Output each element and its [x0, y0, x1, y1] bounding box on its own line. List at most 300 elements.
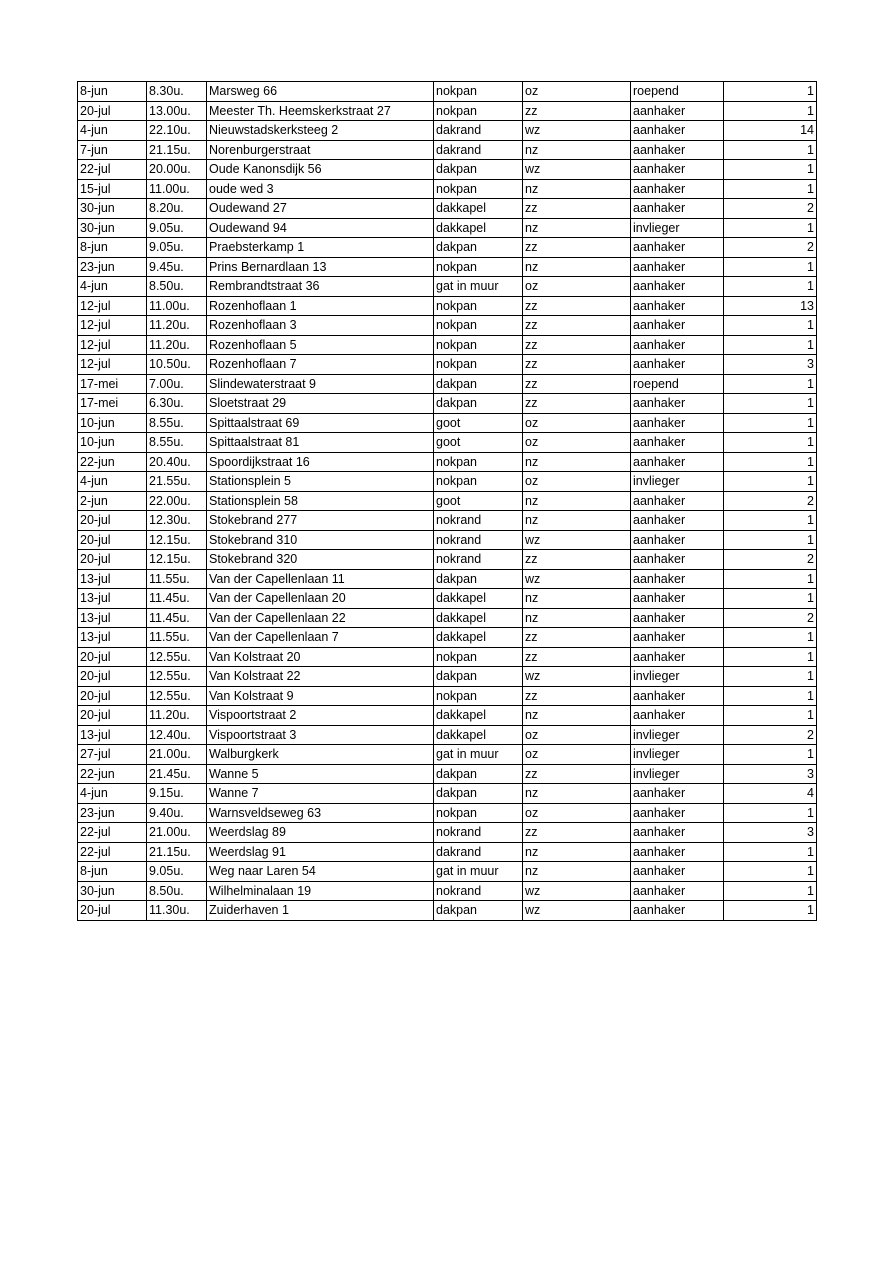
time-cell: 12.55u.	[147, 647, 207, 667]
direction-cell: oz	[523, 725, 631, 745]
behavior-cell: aanhaker	[631, 160, 724, 180]
table-row	[78, 335, 817, 355]
date-cell: 13-jul	[78, 589, 147, 609]
direction-cell: nz	[523, 842, 631, 862]
date-cell: 13-jul	[78, 569, 147, 589]
behavior-cell: aanhaker	[631, 257, 724, 277]
date-cell: 20-jul	[78, 647, 147, 667]
count-cell: 1	[724, 335, 817, 355]
direction-cell: zz	[523, 628, 631, 648]
behavior-cell: invlieger	[631, 764, 724, 784]
table-row	[78, 589, 817, 609]
table-row	[78, 764, 817, 784]
location-type-cell: nokpan	[434, 257, 523, 277]
date-cell: 12-jul	[78, 316, 147, 336]
table-row	[78, 277, 817, 297]
location-type-cell: nokrand	[434, 823, 523, 843]
direction-cell: nz	[523, 784, 631, 804]
time-cell: 12.55u.	[147, 667, 207, 687]
date-cell: 8-jun	[78, 238, 147, 258]
count-cell: 1	[724, 686, 817, 706]
address-cell: Van Kolstraat 9	[207, 686, 434, 706]
address-cell: Rembrandtstraat 36	[207, 277, 434, 297]
location-type-cell: dakpan	[434, 764, 523, 784]
address-cell: Slindewaterstraat 9	[207, 374, 434, 394]
count-cell: 1	[724, 511, 817, 531]
direction-cell: nz	[523, 511, 631, 531]
date-cell: 13-jul	[78, 725, 147, 745]
table-row	[78, 355, 817, 375]
table-row	[78, 569, 817, 589]
location-type-cell: nokpan	[434, 355, 523, 375]
date-cell: 17-mei	[78, 374, 147, 394]
time-cell: 7.00u.	[147, 374, 207, 394]
count-cell: 1	[724, 218, 817, 238]
count-cell: 3	[724, 355, 817, 375]
direction-cell: zz	[523, 316, 631, 336]
table-row	[78, 862, 817, 882]
address-cell: Spoordijkstraat 16	[207, 452, 434, 472]
address-cell: Weerdslag 91	[207, 842, 434, 862]
behavior-cell: aanhaker	[631, 238, 724, 258]
direction-cell: oz	[523, 277, 631, 297]
behavior-cell: aanhaker	[631, 589, 724, 609]
time-cell: 21.00u.	[147, 745, 207, 765]
behavior-cell: aanhaker	[631, 491, 724, 511]
behavior-cell: aanhaker	[631, 823, 724, 843]
time-cell: 10.50u.	[147, 355, 207, 375]
count-cell: 1	[724, 374, 817, 394]
count-cell: 1	[724, 82, 817, 102]
count-cell: 3	[724, 823, 817, 843]
count-cell: 4	[724, 784, 817, 804]
location-type-cell: nokpan	[434, 101, 523, 121]
date-cell: 15-jul	[78, 179, 147, 199]
time-cell: 8.20u.	[147, 199, 207, 219]
table-row	[78, 803, 817, 823]
direction-cell: oz	[523, 803, 631, 823]
date-cell: 20-jul	[78, 901, 147, 921]
location-type-cell: nokpan	[434, 296, 523, 316]
direction-cell: nz	[523, 491, 631, 511]
count-cell: 1	[724, 530, 817, 550]
direction-cell: wz	[523, 667, 631, 687]
table-row	[78, 901, 817, 921]
direction-cell: zz	[523, 101, 631, 121]
address-cell: Oude Kanonsdijk 56	[207, 160, 434, 180]
table-row	[78, 433, 817, 453]
count-cell: 1	[724, 628, 817, 648]
date-cell: 22-jul	[78, 823, 147, 843]
location-type-cell: dakkapel	[434, 608, 523, 628]
table-row	[78, 82, 817, 102]
behavior-cell: aanhaker	[631, 121, 724, 141]
date-cell: 17-mei	[78, 394, 147, 414]
table-row	[78, 550, 817, 570]
location-type-cell: nokrand	[434, 511, 523, 531]
time-cell: 8.55u.	[147, 433, 207, 453]
count-cell: 13	[724, 296, 817, 316]
date-cell: 7-jun	[78, 140, 147, 160]
time-cell: 21.15u.	[147, 842, 207, 862]
direction-cell: zz	[523, 394, 631, 414]
location-type-cell: dakkapel	[434, 628, 523, 648]
behavior-cell: aanhaker	[631, 550, 724, 570]
time-cell: 12.55u.	[147, 686, 207, 706]
time-cell: 11.00u.	[147, 179, 207, 199]
count-cell: 1	[724, 101, 817, 121]
table-row	[78, 121, 817, 141]
direction-cell: nz	[523, 218, 631, 238]
location-type-cell: goot	[434, 433, 523, 453]
location-type-cell: gat in muur	[434, 745, 523, 765]
table-row	[78, 745, 817, 765]
location-type-cell: nokpan	[434, 335, 523, 355]
direction-cell: nz	[523, 706, 631, 726]
behavior-cell: aanhaker	[631, 316, 724, 336]
address-cell: Marsweg 66	[207, 82, 434, 102]
table-row	[78, 160, 817, 180]
time-cell: 11.55u.	[147, 628, 207, 648]
time-cell: 21.00u.	[147, 823, 207, 843]
table-row	[78, 491, 817, 511]
table-row	[78, 218, 817, 238]
count-cell: 1	[724, 706, 817, 726]
date-cell: 12-jul	[78, 296, 147, 316]
address-cell: Van Kolstraat 20	[207, 647, 434, 667]
direction-cell: zz	[523, 647, 631, 667]
date-cell: 20-jul	[78, 511, 147, 531]
table-row	[78, 881, 817, 901]
address-cell: Wanne 5	[207, 764, 434, 784]
location-type-cell: nokpan	[434, 647, 523, 667]
date-cell: 30-jun	[78, 881, 147, 901]
address-cell: Zuiderhaven 1	[207, 901, 434, 921]
behavior-cell: aanhaker	[631, 530, 724, 550]
date-cell: 4-jun	[78, 472, 147, 492]
location-type-cell: dakkapel	[434, 706, 523, 726]
direction-cell: wz	[523, 901, 631, 921]
location-type-cell: dakpan	[434, 160, 523, 180]
table-row	[78, 374, 817, 394]
table-row	[78, 784, 817, 804]
time-cell: 11.55u.	[147, 569, 207, 589]
count-cell: 1	[724, 745, 817, 765]
location-type-cell: dakpan	[434, 374, 523, 394]
count-cell: 1	[724, 803, 817, 823]
date-cell: 4-jun	[78, 277, 147, 297]
direction-cell: nz	[523, 862, 631, 882]
direction-cell: nz	[523, 452, 631, 472]
address-cell: Rozenhoflaan 7	[207, 355, 434, 375]
location-type-cell: goot	[434, 413, 523, 433]
time-cell: 21.45u.	[147, 764, 207, 784]
behavior-cell: aanhaker	[631, 277, 724, 297]
date-cell: 2-jun	[78, 491, 147, 511]
behavior-cell: aanhaker	[631, 862, 724, 882]
address-cell: Walburgkerk	[207, 745, 434, 765]
count-cell: 1	[724, 881, 817, 901]
table-row	[78, 628, 817, 648]
table-row	[78, 472, 817, 492]
table-row	[78, 394, 817, 414]
location-type-cell: gat in muur	[434, 862, 523, 882]
count-cell: 2	[724, 238, 817, 258]
location-type-cell: dakrand	[434, 121, 523, 141]
address-cell: Rozenhoflaan 3	[207, 316, 434, 336]
address-cell: Vispoortstraat 3	[207, 725, 434, 745]
date-cell: 10-jun	[78, 413, 147, 433]
address-cell: Vispoortstraat 2	[207, 706, 434, 726]
location-type-cell: dakpan	[434, 394, 523, 414]
time-cell: 6.30u.	[147, 394, 207, 414]
location-type-cell: dakpan	[434, 238, 523, 258]
behavior-cell: aanhaker	[631, 647, 724, 667]
date-cell: 30-jun	[78, 218, 147, 238]
time-cell: 8.50u.	[147, 881, 207, 901]
table-row	[78, 296, 817, 316]
location-type-cell: dakkapel	[434, 589, 523, 609]
direction-cell: oz	[523, 472, 631, 492]
direction-cell: zz	[523, 335, 631, 355]
date-cell: 12-jul	[78, 355, 147, 375]
address-cell: Spittaalstraat 69	[207, 413, 434, 433]
date-cell: 8-jun	[78, 862, 147, 882]
date-cell: 23-jun	[78, 803, 147, 823]
count-cell: 1	[724, 277, 817, 297]
table-row	[78, 706, 817, 726]
time-cell: 12.40u.	[147, 725, 207, 745]
address-cell: Sloetstraat 29	[207, 394, 434, 414]
count-cell: 1	[724, 452, 817, 472]
address-cell: Rozenhoflaan 5	[207, 335, 434, 355]
direction-cell: nz	[523, 140, 631, 160]
table-row	[78, 530, 817, 550]
address-cell: Oudewand 94	[207, 218, 434, 238]
behavior-cell: aanhaker	[631, 608, 724, 628]
location-type-cell: nokpan	[434, 179, 523, 199]
table-row	[78, 725, 817, 745]
time-cell: 9.40u.	[147, 803, 207, 823]
time-cell: 9.15u.	[147, 784, 207, 804]
date-cell: 22-jul	[78, 160, 147, 180]
behavior-cell: aanhaker	[631, 140, 724, 160]
date-cell: 20-jul	[78, 101, 147, 121]
address-cell: Van der Capellenlaan 7	[207, 628, 434, 648]
date-cell: 27-jul	[78, 745, 147, 765]
count-cell: 1	[724, 901, 817, 921]
table-row	[78, 686, 817, 706]
direction-cell: wz	[523, 569, 631, 589]
count-cell: 1	[724, 394, 817, 414]
behavior-cell: aanhaker	[631, 511, 724, 531]
direction-cell: zz	[523, 199, 631, 219]
time-cell: 9.45u.	[147, 257, 207, 277]
address-cell: Weerdslag 89	[207, 823, 434, 843]
address-cell: Van der Capellenlaan 20	[207, 589, 434, 609]
count-cell: 1	[724, 589, 817, 609]
table-row	[78, 647, 817, 667]
time-cell: 22.10u.	[147, 121, 207, 141]
table-row	[78, 452, 817, 472]
behavior-cell: aanhaker	[631, 199, 724, 219]
table-row	[78, 199, 817, 219]
behavior-cell: aanhaker	[631, 296, 724, 316]
address-cell: Stokebrand 310	[207, 530, 434, 550]
direction-cell: oz	[523, 82, 631, 102]
address-cell: Van der Capellenlaan 11	[207, 569, 434, 589]
time-cell: 9.05u.	[147, 238, 207, 258]
time-cell: 8.55u.	[147, 413, 207, 433]
date-cell: 22-jul	[78, 842, 147, 862]
direction-cell: oz	[523, 745, 631, 765]
count-cell: 1	[724, 160, 817, 180]
direction-cell: zz	[523, 374, 631, 394]
location-type-cell: dakkapel	[434, 725, 523, 745]
direction-cell: zz	[523, 686, 631, 706]
direction-cell: zz	[523, 550, 631, 570]
location-type-cell: nokpan	[434, 452, 523, 472]
behavior-cell: aanhaker	[631, 784, 724, 804]
count-cell: 1	[724, 569, 817, 589]
address-cell: Stokebrand 277	[207, 511, 434, 531]
location-type-cell: nokpan	[434, 803, 523, 823]
behavior-cell: aanhaker	[631, 335, 724, 355]
behavior-cell: invlieger	[631, 667, 724, 687]
date-cell: 4-jun	[78, 784, 147, 804]
count-cell: 2	[724, 608, 817, 628]
table-row	[78, 101, 817, 121]
table-row	[78, 257, 817, 277]
address-cell: oude wed 3	[207, 179, 434, 199]
behavior-cell: aanhaker	[631, 179, 724, 199]
table-row	[78, 667, 817, 687]
table-row	[78, 608, 817, 628]
date-cell: 10-jun	[78, 433, 147, 453]
count-cell: 1	[724, 862, 817, 882]
count-cell: 1	[724, 316, 817, 336]
table-row	[78, 413, 817, 433]
behavior-cell: roepend	[631, 374, 724, 394]
direction-cell: nz	[523, 179, 631, 199]
count-cell: 2	[724, 491, 817, 511]
direction-cell: wz	[523, 881, 631, 901]
address-cell: Wilhelminalaan 19	[207, 881, 434, 901]
location-type-cell: dakkapel	[434, 218, 523, 238]
table-row	[78, 511, 817, 531]
time-cell: 11.20u.	[147, 335, 207, 355]
direction-cell: wz	[523, 121, 631, 141]
location-type-cell: nokpan	[434, 82, 523, 102]
location-type-cell: nokpan	[434, 316, 523, 336]
count-cell: 1	[724, 647, 817, 667]
location-type-cell: dakpan	[434, 569, 523, 589]
address-cell: Meester Th. Heemskerkstraat 27	[207, 101, 434, 121]
time-cell: 11.00u.	[147, 296, 207, 316]
time-cell: 11.45u.	[147, 608, 207, 628]
date-cell: 8-jun	[78, 82, 147, 102]
count-cell: 1	[724, 433, 817, 453]
address-cell: Prins Bernardlaan 13	[207, 257, 434, 277]
location-type-cell: dakpan	[434, 784, 523, 804]
date-cell: 23-jun	[78, 257, 147, 277]
direction-cell: wz	[523, 530, 631, 550]
address-cell: Oudewand 27	[207, 199, 434, 219]
location-type-cell: gat in muur	[434, 277, 523, 297]
time-cell: 11.30u.	[147, 901, 207, 921]
address-cell: Wanne 7	[207, 784, 434, 804]
date-cell: 20-jul	[78, 550, 147, 570]
location-type-cell: nokpan	[434, 472, 523, 492]
behavior-cell: invlieger	[631, 472, 724, 492]
count-cell: 14	[724, 121, 817, 141]
direction-cell: nz	[523, 257, 631, 277]
direction-cell: wz	[523, 160, 631, 180]
date-cell: 20-jul	[78, 530, 147, 550]
count-cell: 1	[724, 413, 817, 433]
count-cell: 3	[724, 764, 817, 784]
table-row	[78, 823, 817, 843]
direction-cell: oz	[523, 413, 631, 433]
table-row	[78, 842, 817, 862]
behavior-cell: aanhaker	[631, 842, 724, 862]
behavior-cell: aanhaker	[631, 433, 724, 453]
time-cell: 9.05u.	[147, 218, 207, 238]
location-type-cell: dakrand	[434, 842, 523, 862]
address-cell: Stationsplein 58	[207, 491, 434, 511]
direction-cell: zz	[523, 823, 631, 843]
time-cell: 8.30u.	[147, 82, 207, 102]
address-cell: Weg naar Laren 54	[207, 862, 434, 882]
count-cell: 1	[724, 179, 817, 199]
address-cell: Stationsplein 5	[207, 472, 434, 492]
count-cell: 1	[724, 842, 817, 862]
observations-table	[77, 81, 817, 921]
count-cell: 1	[724, 667, 817, 687]
address-cell: Rozenhoflaan 1	[207, 296, 434, 316]
count-cell: 2	[724, 550, 817, 570]
date-cell: 4-jun	[78, 121, 147, 141]
date-cell: 22-jun	[78, 764, 147, 784]
direction-cell: zz	[523, 355, 631, 375]
address-cell: Van Kolstraat 22	[207, 667, 434, 687]
behavior-cell: aanhaker	[631, 686, 724, 706]
direction-cell: nz	[523, 589, 631, 609]
behavior-cell: aanhaker	[631, 569, 724, 589]
behavior-cell: aanhaker	[631, 803, 724, 823]
direction-cell: zz	[523, 764, 631, 784]
date-cell: 13-jul	[78, 608, 147, 628]
count-cell: 1	[724, 140, 817, 160]
count-cell: 1	[724, 472, 817, 492]
behavior-cell: aanhaker	[631, 394, 724, 414]
location-type-cell: nokrand	[434, 881, 523, 901]
date-cell: 13-jul	[78, 628, 147, 648]
address-cell: Stokebrand 320	[207, 550, 434, 570]
table-body	[78, 82, 817, 921]
behavior-cell: aanhaker	[631, 355, 724, 375]
time-cell: 11.45u.	[147, 589, 207, 609]
table-row	[78, 179, 817, 199]
location-type-cell: dakrand	[434, 140, 523, 160]
count-cell: 2	[724, 725, 817, 745]
table-row	[78, 238, 817, 258]
location-type-cell: nokpan	[434, 686, 523, 706]
time-cell: 12.30u.	[147, 511, 207, 531]
behavior-cell: aanhaker	[631, 706, 724, 726]
behavior-cell: roepend	[631, 82, 724, 102]
address-cell: Nieuwstadskerksteeg 2	[207, 121, 434, 141]
